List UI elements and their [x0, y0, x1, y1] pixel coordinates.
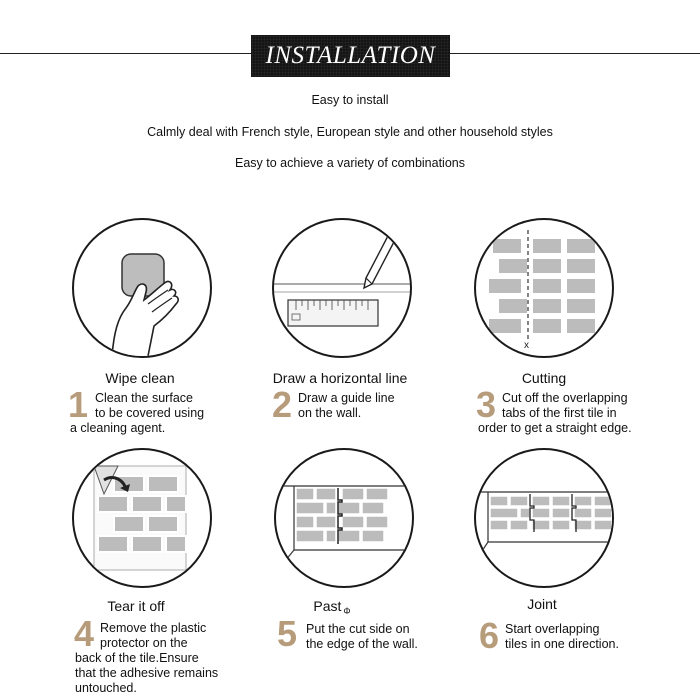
tile-cutting-icon	[474, 218, 614, 358]
step-6-number: 6	[479, 615, 500, 656]
tile-peel-icon	[72, 448, 212, 588]
step-4-description: Remove the plastic protector on the back of the tile.Ensure that the adhesive remains untouched.	[75, 621, 219, 695]
step-6-title: Joint	[527, 596, 557, 612]
page-title: INSTALLATION	[265, 42, 436, 69]
hand-wiping-icon	[72, 218, 212, 358]
ruler-pencil-icon	[272, 218, 412, 358]
step-1-number: 1	[68, 384, 89, 425]
header-rule-right	[450, 53, 700, 54]
subtitle-3: Easy to achieve a variety of combinations	[235, 156, 465, 170]
step-3-number: 3	[476, 384, 497, 425]
step-5-number: 5	[277, 613, 298, 654]
step-5-description: Put the cut side on the edge of the wall.	[306, 622, 418, 651]
step-1-title: Wipe clean	[105, 370, 175, 386]
header-rule-left	[0, 53, 251, 54]
step-3-title: Cutting	[521, 370, 567, 386]
step-2-number: 2	[272, 384, 293, 425]
tile-wall-icon	[274, 448, 414, 588]
svg-text:x: x	[524, 340, 529, 351]
step-4-title: Tear it off	[107, 598, 165, 614]
subtitle-1: Easy to install	[311, 93, 389, 107]
step-2-title: Draw a horizontal line	[272, 370, 408, 386]
step-3-description: Cut off the overlapping tabs of the first tile in order to get a straight edge.	[478, 391, 632, 435]
title-banner	[251, 35, 450, 77]
step-5-title-mark: Φ	[343, 606, 351, 616]
step-1-description: Clean the surface to be covered using a cleaning agent.	[70, 391, 205, 435]
step-4-number: 4	[74, 613, 95, 654]
step-2-description: Draw a guide line on the wall.	[298, 391, 395, 420]
step-6-description: Start overlapping tiles in one direction.	[505, 622, 619, 651]
tile-joint-icon	[474, 448, 614, 588]
step-5-title: Past $_\Phi$	[313, 598, 351, 616]
subtitle-2: Calmly deal with French style, European style and other household styles	[147, 125, 553, 139]
